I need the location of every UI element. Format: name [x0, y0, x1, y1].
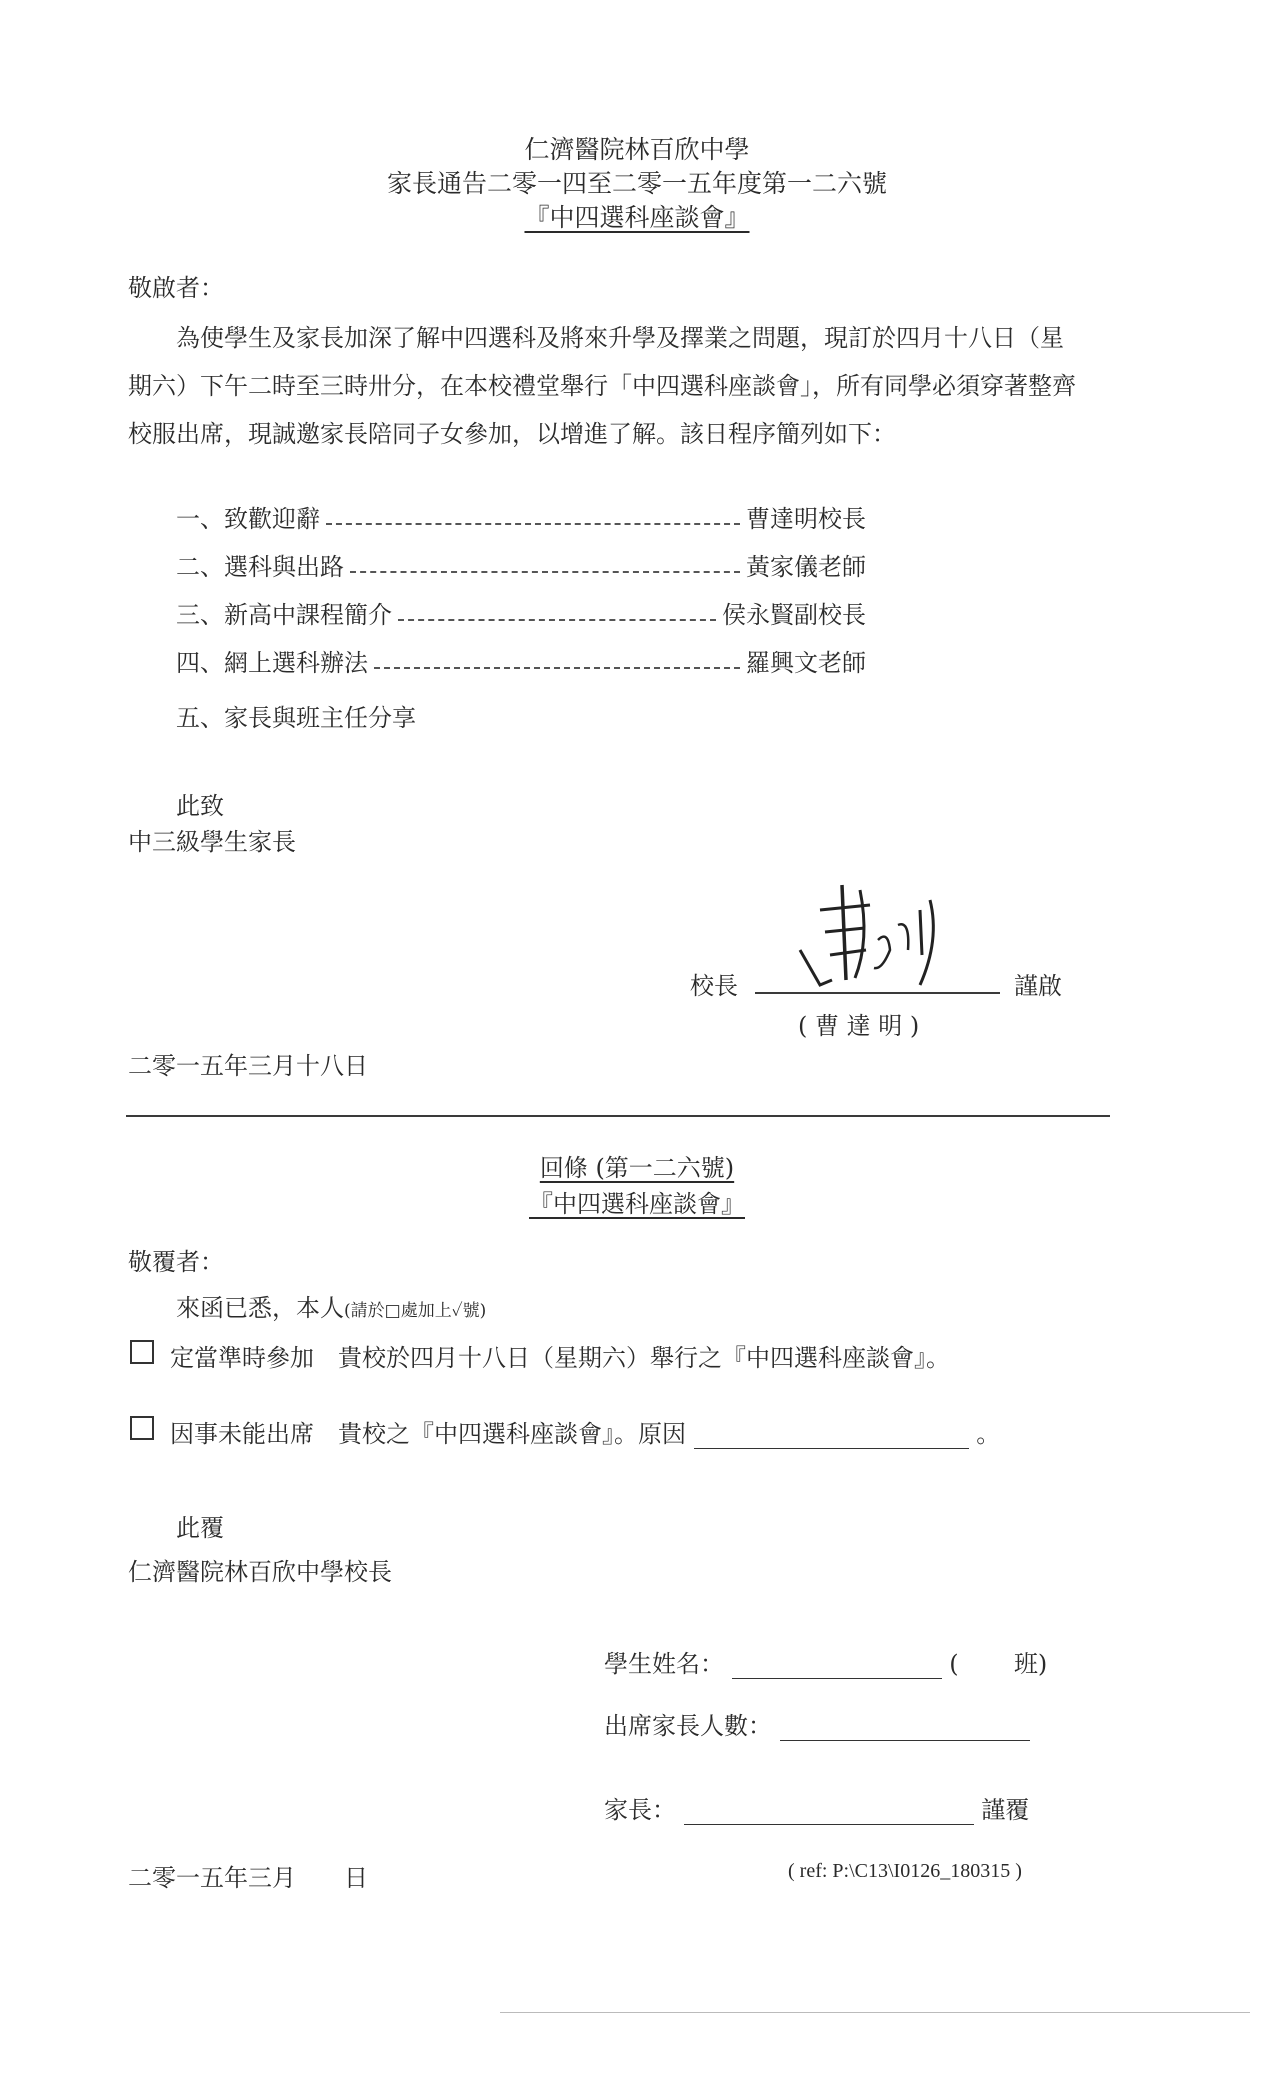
program-item: 五、家長與班主任分享	[176, 704, 416, 732]
reply-intro	[176, 1288, 486, 1323]
salutation: 敬啟者：	[128, 274, 224, 302]
absent-option-label: 因事未能出席 貴校之『中四選科座談會』。原因	[170, 1420, 686, 1448]
reply-date: 二零一五年三月 日	[128, 1864, 368, 1892]
absent-option	[170, 1414, 1000, 1449]
reply-salutation: 敬覆者：	[128, 1248, 224, 1276]
reference-code: ( ref: P:\C13\I0126_180315 )	[788, 1860, 1022, 1882]
class-open-paren: (	[949, 1650, 959, 1678]
class-field[interactable]	[966, 1653, 1006, 1679]
reply-recipient: 仁濟醫院林百欣中學校長	[128, 1558, 392, 1586]
program-item	[176, 596, 866, 630]
program-item	[176, 500, 866, 534]
paragraph-line-2: 期六）下午二時至三時卅分，在本校禮堂舉行「中四選科座談會」，所有同學必須穿著整齊	[128, 372, 1076, 400]
attendees-field[interactable]	[780, 1714, 1030, 1741]
reply-closing: 此覆	[176, 1514, 224, 1542]
reply-intro-note: (請於□處加上✓號)	[344, 1301, 487, 1321]
dotted-leader	[398, 619, 716, 621]
recipient: 中三級學生家長	[128, 828, 296, 856]
attendees-row	[604, 1706, 1030, 1741]
student-name-field[interactable]	[732, 1652, 942, 1679]
notice-date: 二零一五年三月十八日	[128, 1052, 368, 1080]
attend-checkbox[interactable]	[130, 1340, 154, 1364]
signature-line	[755, 992, 1000, 994]
notice-number: 家長通告二零一四至二零一五年度第一二六號	[386, 169, 887, 198]
closing: 此致	[176, 792, 224, 820]
reply-title: 回條 (第一二六號)	[539, 1154, 735, 1182]
paragraph-line-1: 為使學生及家長加深了解中四選科及將來升學及擇業之問題，現訂於四月十八日（星	[176, 324, 1064, 352]
program-item-title: 一、致歡迎辭	[176, 505, 320, 533]
notice-title: 『中四選科座談會』	[524, 203, 750, 232]
program-item-person: 侯永賢副校長	[722, 601, 866, 629]
class-label: 班)	[1013, 1650, 1048, 1678]
principal-label: 校長	[690, 972, 738, 1000]
program-item-title: 三、新高中課程簡介	[176, 601, 392, 629]
program-item-person: 羅興文老師	[746, 649, 866, 677]
paragraph-line-3: 校服出席，現誠邀家長陪同子女參加，以增進了解。該日程序簡列如下：	[128, 420, 896, 448]
principal-name: ( 曹 達 明 )	[798, 1012, 920, 1040]
program-item-person: 黃家儀老師	[746, 553, 866, 581]
divider	[126, 1115, 1110, 1117]
program-item-person: 曹達明校長	[746, 505, 866, 533]
scan-artifact-line	[500, 2012, 1250, 2013]
respect-closing: 謹啟	[1014, 972, 1062, 1000]
dotted-leader	[350, 571, 740, 573]
program-item-title: 四、網上選科辦法	[176, 649, 368, 677]
absent-option-suffix: 。	[976, 1420, 1001, 1448]
attend-option-label: 定當準時參加 貴校於四月十八日（星期六）舉行之『中四選科座談會』。	[170, 1344, 950, 1372]
reply-subtitle: 『中四選科座談會』	[529, 1190, 745, 1218]
parent-label: 家長：	[604, 1796, 676, 1824]
school-name: 仁濟醫院林百欣中學	[524, 135, 750, 164]
reason-field[interactable]	[694, 1422, 969, 1449]
student-name-label: 學生姓名：	[604, 1650, 724, 1678]
student-name-row	[604, 1644, 1047, 1679]
program-item	[176, 644, 866, 678]
dotted-leader	[326, 523, 740, 525]
program-item-title: 二、選科與出路	[176, 553, 344, 581]
program-item	[176, 548, 866, 582]
parent-row	[604, 1790, 1029, 1825]
parent-respect: 謹覆	[981, 1796, 1030, 1824]
dotted-leader	[374, 667, 740, 669]
reply-intro-text: 來函已悉，本人	[176, 1294, 344, 1322]
parent-signature-field[interactable]	[684, 1798, 974, 1825]
absent-checkbox[interactable]	[130, 1416, 154, 1440]
attendees-label: 出席家長人數：	[604, 1712, 772, 1740]
signature-image	[770, 850, 970, 1000]
